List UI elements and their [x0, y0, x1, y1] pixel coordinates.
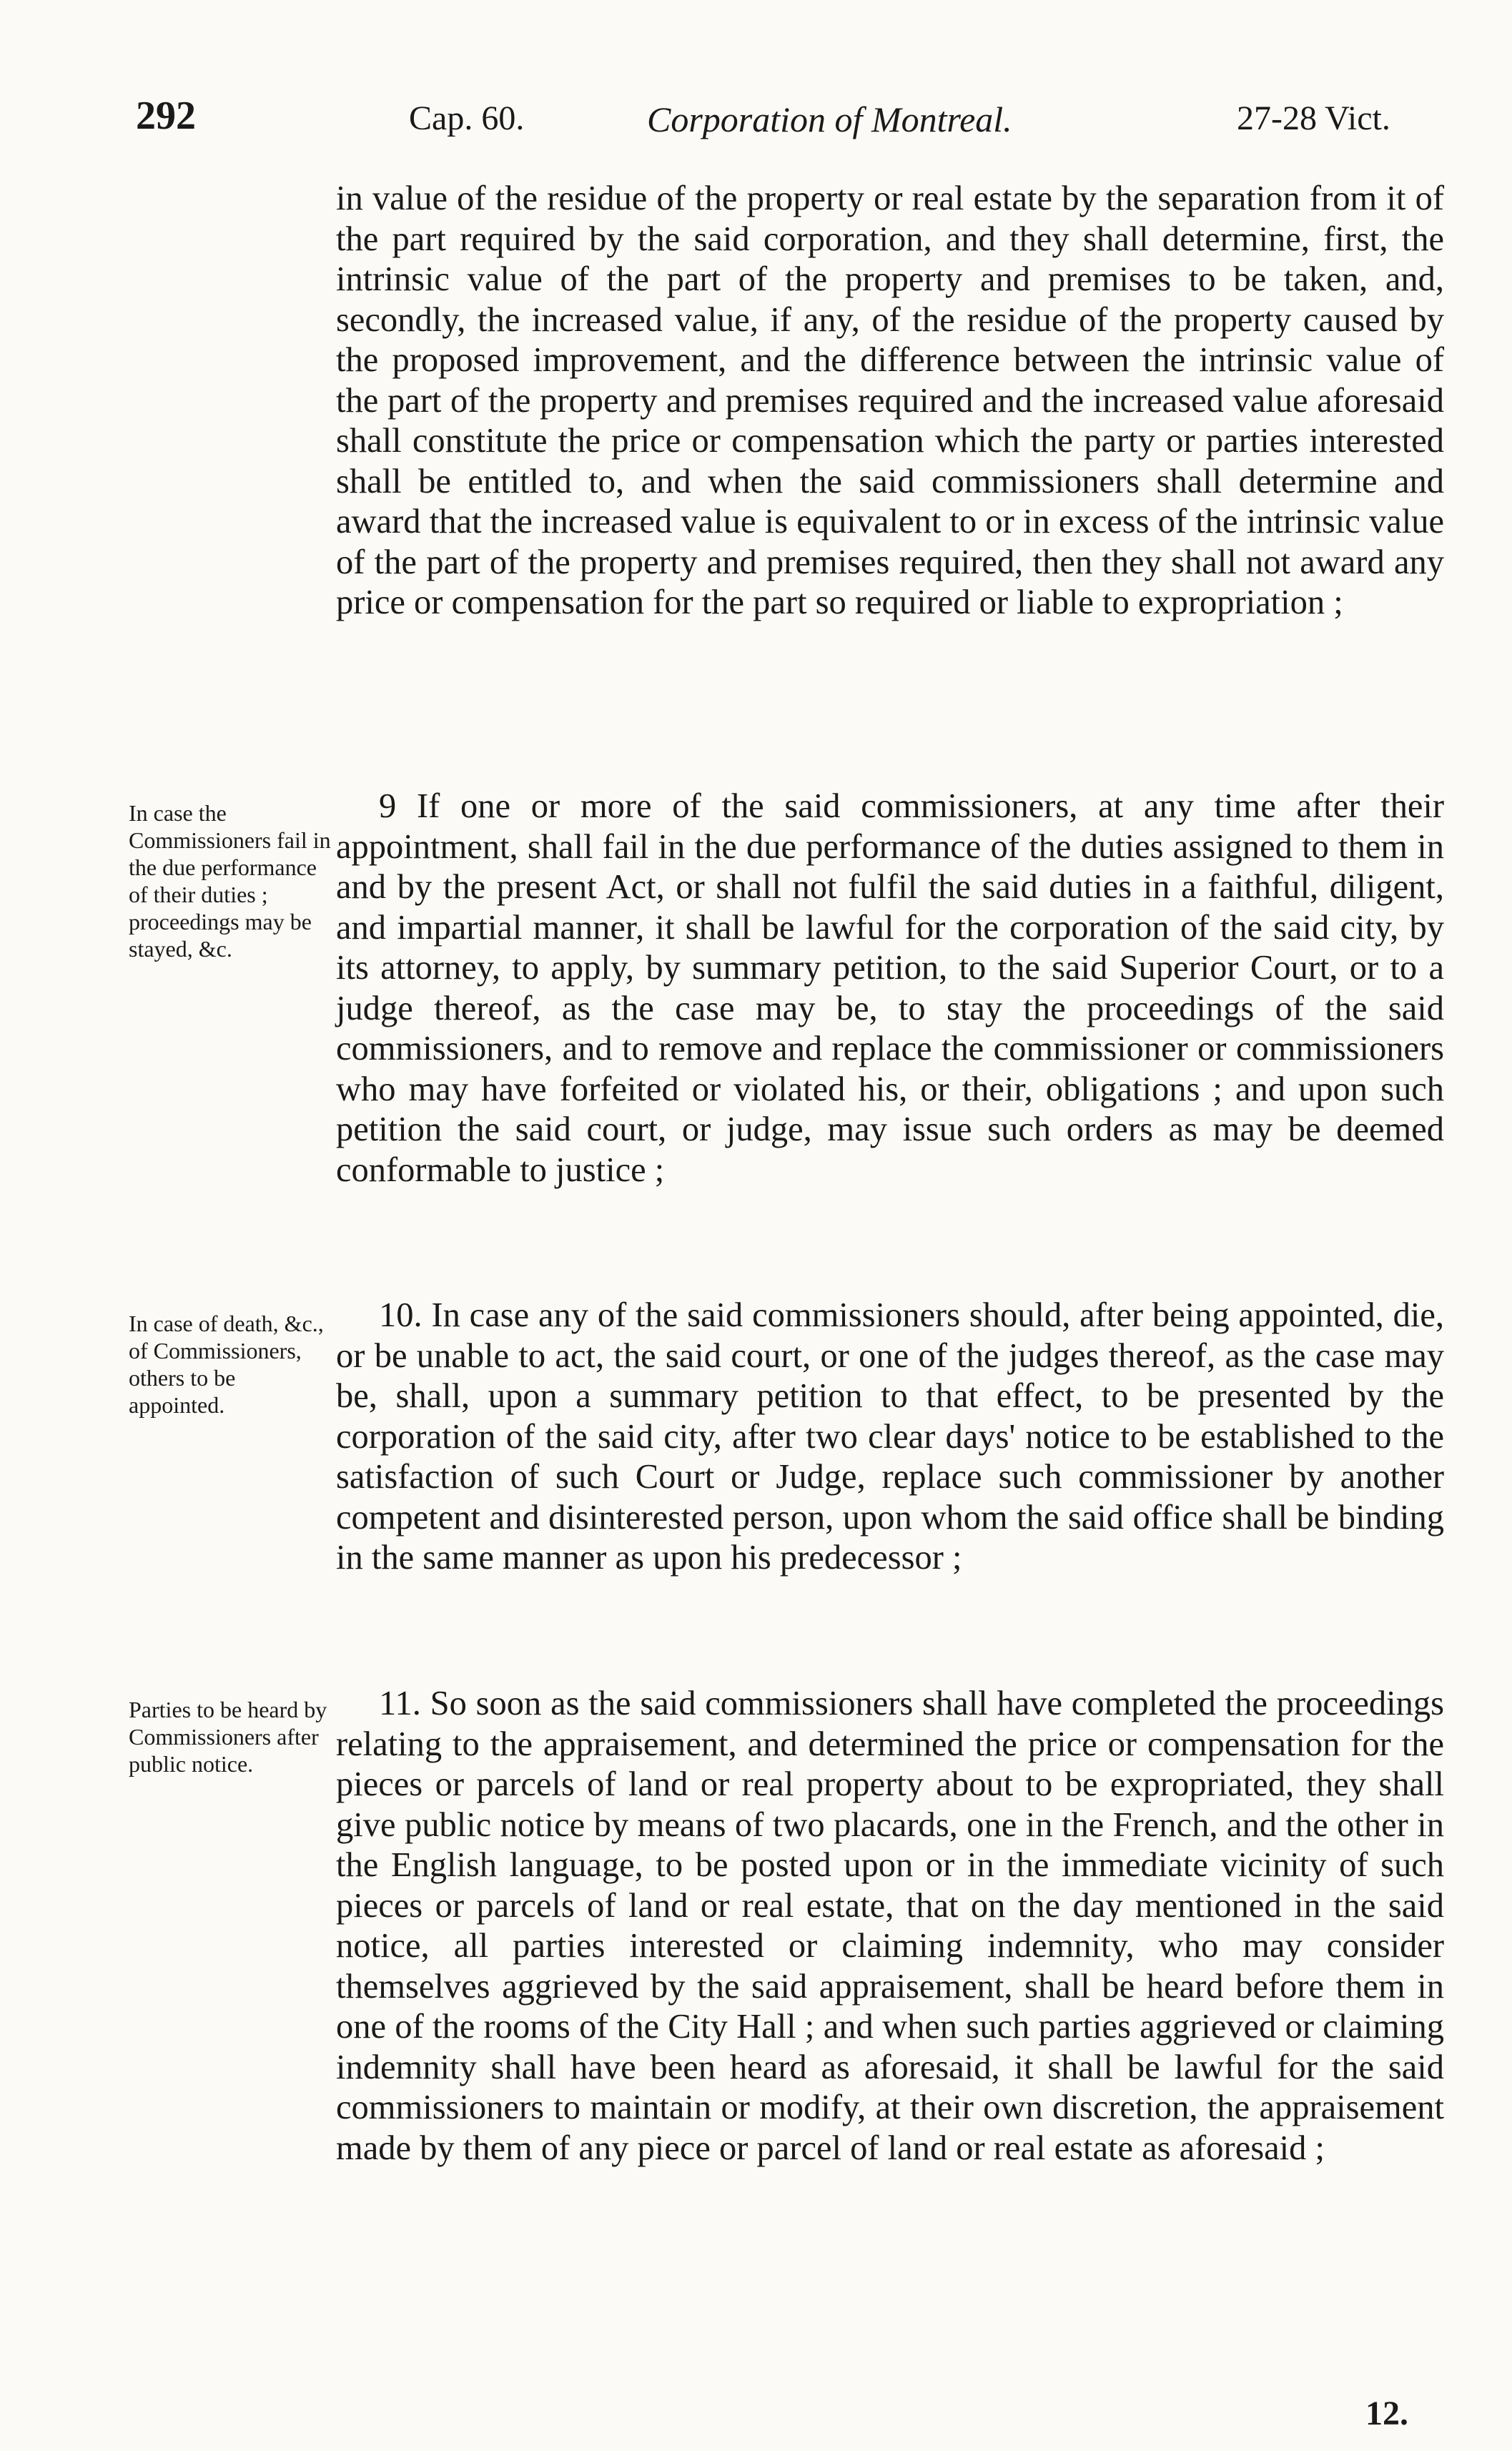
chapter-label: Cap. 60. [409, 99, 525, 137]
page-number: 292 [136, 94, 196, 138]
paragraph-text: 11. So soon as the said commissioners shall have completed the proceedings relating to the appraisement, and determined the price or compensation for the pieces or parcels of land or real property about to be expropriated, they shall give public notice by means of two placards, one in the French, and the other in the English language, to be posted upon or in the immediate vicinity of such pieces or parcels of land or real estate, that on the day mentioned in the said notice, all parties interested or claiming indemnity, who may consider themselves aggrieved by the said appraisement, shall be heard before them in one of the rooms of the City Hall ; and when such parties aggrieved or claiming indemnity shall have been heard as aforesaid, it shall be lawful for the said commissioners to maintain or modify, at their own discretion, the appraisement made by them of any piece or parcel of land or real estate as aforesaid ; [336, 1685, 1444, 2167]
side-note-section-11: Parties to be heard by Commissioners after public notice. [129, 1697, 327, 1777]
section-10 [336, 1296, 1444, 1579]
regnal-year: 27-28 Vict. [1237, 99, 1390, 137]
side-note-section-10: In case of death, &c., of Commissioners, others to be appointed. [129, 1311, 324, 1418]
continued-paragraph [336, 179, 1444, 623]
running-header [71, 93, 1473, 157]
paragraph-text: 9 If one or more of the said commissioners, at any time after their appointment, shall fail in the due performance of the duties assigned to them in and by the present Act, or shall not fulfil the said duties in a faithful, diligent, and impartial manner, it shall be lawful for the corporation of the said city, by its attorney, to apply, by summary petition, to the said Superior Court, or to a judge thereof, as the case may be, to stay the proceedings of the said commissioners, and to remove and replace the commissioner or commissioners who may have forfeited or violated his, or their, obligations ; and upon such petition the said court, or judge, may issue such orders as may be deemed conformable to justice ; [336, 787, 1444, 1189]
paragraph-text: in value of the residue of the property or real estate by the separation from it of the part required by the said corporation, and they shall determine, first, the intrinsic value of the part of the property and premises to be taken, and, secondly, the increased value, if any, of the residue of the property caused by the proposed improvement, and the difference between the intrinsic value of the part of the property and premises required and the increased value aforesaid shall constitute the price or compensation which the party or parties interested shall be entitled to, and when the said commissioners shall determine and award that the increased value is equivalent to or in excess of the intrinsic value of the part of the property and premises required, then they shall not award any price or compensation for the part so required or liable to expropriation ; [336, 179, 1444, 621]
paragraph-text: 10. In case any of the said commissioners should, after being appointed, die, or be unable to act, the said court, or one of the judges thereof, as the case may be, shall, upon a summary petition to that effect, to be presented by the corporation of the said city, after two clear days' notice to be established to the satisfaction of such Court or Judge, replace such commissioner by another competent and disinterested person, upon whom the said office shall be binding in the same manner as upon his predecessor ; [336, 1296, 1444, 1577]
side-note-section-9: In case the Commissioners fail in the due performance of their duties ; proceedings may be stayed, &c. [129, 800, 331, 962]
catchword: 12. [1365, 2395, 1408, 2432]
section-11 [336, 1684, 1444, 2169]
running-title: Corporation of Montreal. [647, 99, 1012, 139]
section-9 [336, 786, 1444, 1190]
